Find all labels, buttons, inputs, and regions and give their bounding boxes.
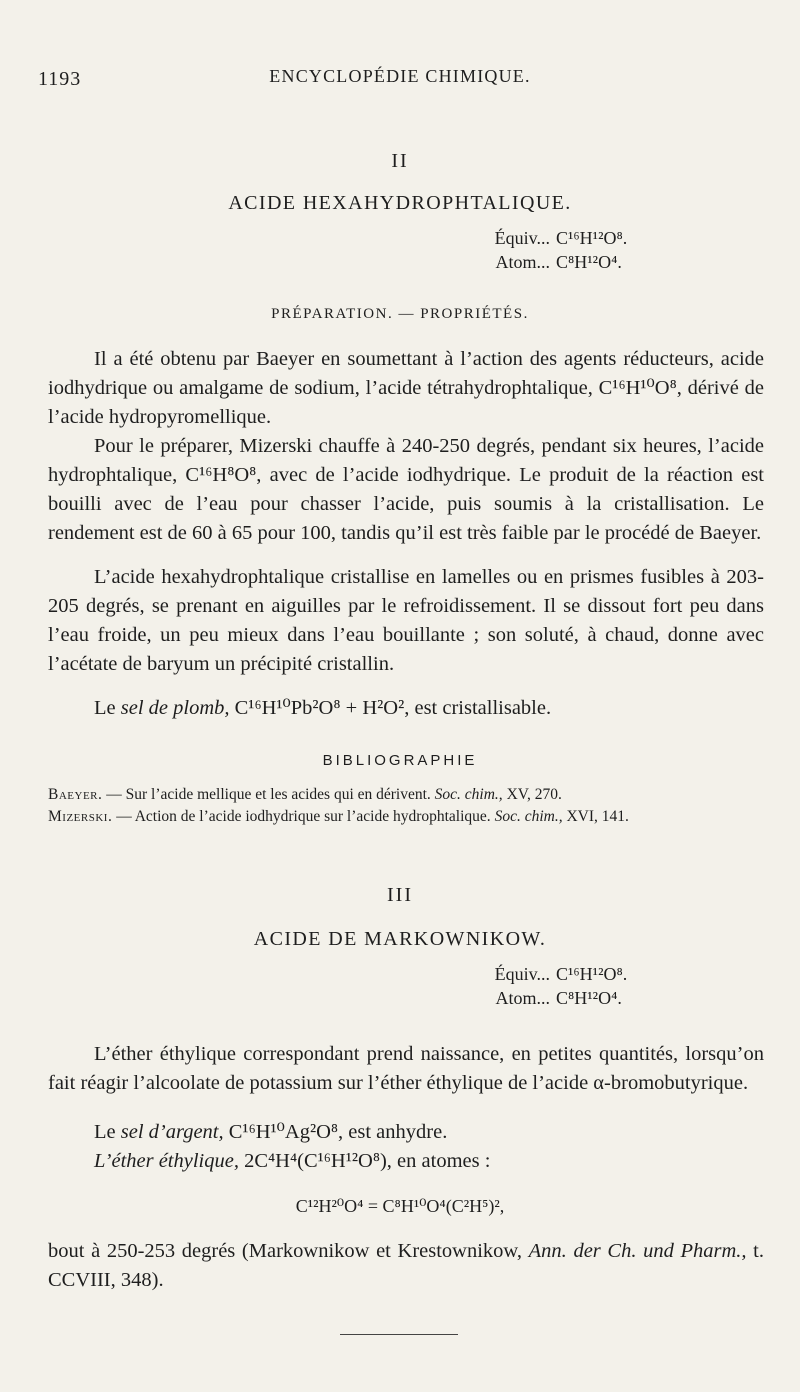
equiv-value: C¹⁶H¹²O⁸. — [556, 964, 628, 984]
atom-label: Atom... — [495, 252, 550, 272]
bib-ref: XVI, 141. — [562, 808, 629, 825]
italic-term: L’éther éthylique, — [94, 1150, 239, 1172]
paragraph — [48, 1237, 764, 1295]
bibliography-item — [48, 784, 764, 806]
atom-label: Atom... — [495, 988, 550, 1008]
bib-text: — Sur l’acide mellique et les acides qui en dérivent. — [102, 786, 435, 803]
text-span: Le — [94, 697, 121, 719]
bibliography-list — [48, 784, 764, 828]
text-span: t. CCVIII, 348). — [48, 1240, 764, 1291]
text-span: C¹⁶H¹⁰Ag²O⁸, est anhydre. — [223, 1121, 448, 1143]
running-title: ENCYCLOPÉDIE CHIMIQUE. — [269, 66, 531, 86]
paragraph-text: L’éther éthylique correspondant prend naissance, en petites quantités, lorsqu’on fait réagir l’alcoolate de potassium sur l’éther éthylique de l’acide α-bromobutyrique. — [48, 1043, 764, 1094]
paragraph-text — [48, 694, 764, 723]
text-span: bout à 250-253 degrés (Markownikow et Krestownikow, — [48, 1240, 529, 1262]
italic-term: sel d’argent, — [120, 1121, 224, 1143]
paragraph — [48, 345, 764, 432]
subheading-preparation: PRÉPARATION. — PROPRIÉTÉS. — [271, 306, 529, 322]
bib-journal: Soc. chim., — [494, 808, 563, 825]
italic-reference: Ann. der Ch. und Pharm., — [528, 1240, 747, 1262]
paragraph-text: Il a été obtenu par Baeyer en soumettant à l’action des agents réducteurs, acide iodhydrique ou amalgame de sodium, l’acide tétrahydrophtalique, C¹⁶H¹⁰O⁸, dérivé de l’acide hydropyromellique. — [48, 348, 764, 428]
paragraph — [48, 1118, 764, 1147]
bibliography-item — [48, 806, 764, 828]
bib-author: Baeyer. — [48, 786, 103, 803]
section-number-ii: II — [391, 150, 409, 172]
equiv-label: Équiv... — [494, 964, 550, 984]
paragraph-text — [48, 1147, 764, 1176]
text-span: C¹⁶H¹⁰Pb²O⁸ + H²O², est cristallisable. — [229, 697, 552, 719]
closing-rule — [340, 1334, 458, 1335]
bib-journal: Soc. chim., — [434, 786, 503, 803]
atom-value: C⁸H¹²O⁴. — [556, 252, 622, 272]
paragraph — [48, 1040, 764, 1098]
section-title-markownikow: ACIDE DE MARKOWNIKOW. — [253, 928, 547, 950]
paragraph-text: Pour le préparer, Mizerski chauffe à 240-250 degrés, pendant six heures, l’acide hydrophtalique, C¹⁶H⁸O⁸, avec de l’acide iodhydrique. Le produit de la réaction est bouilli avec de l’eau pour chasser l’acide, puis soumis à la cristallisation. Le rendement est de 60 à 65 pour 100, tandis qu’il est très faible par le procédé de Baeyer. — [48, 435, 764, 544]
bib-ref: XV, 270. — [502, 786, 562, 803]
paragraph-text: L’acide hexahydrophtalique cristallise en lamelles ou en prismes fusibles à 203-205 degrés, se prenant en aiguilles par le refroidissement. Il se dissout fort peu dans l’eau froide, un peu mieux dans l’eau bouillante ; son soluté, à chaud, donne avec l’acétate de baryum un précipité cristallin. — [48, 566, 764, 675]
atom-value: C⁸H¹²O⁴. — [556, 988, 622, 1008]
section-number-iii: III — [387, 884, 413, 906]
equiv-value: C¹⁶H¹²O⁸. — [556, 228, 628, 248]
text-span: Le — [94, 1121, 121, 1143]
paragraph — [48, 432, 764, 548]
paragraph-text — [48, 1118, 764, 1147]
bib-author: Mizerski. — [48, 808, 113, 825]
formula-block-ii — [470, 228, 627, 276]
section-title-hexahydrophtalique: ACIDE HEXAHYDROPHTALIQUE. — [228, 192, 572, 214]
page-header — [0, 62, 800, 90]
page-number: 1193 — [38, 68, 82, 90]
chemical-equation: C¹²H²⁰O⁴ = C⁸H¹⁰O⁴(C²H⁵)², — [295, 1196, 505, 1216]
paragraph — [48, 1147, 764, 1176]
formula-block-iii — [470, 964, 627, 1012]
bib-text: — Action de l’acide iodhydrique sur l’acide hydrophtalique. — [112, 808, 495, 825]
equiv-label: Équiv... — [494, 228, 550, 248]
text-span: 2C⁴H⁴(C¹⁶H¹²O⁸), en atomes : — [238, 1150, 491, 1172]
paragraph — [48, 694, 764, 723]
bibliography-heading: BIBLIOGRAPHIE — [322, 752, 478, 769]
italic-term: sel de plomb, — [120, 697, 230, 719]
paragraph — [48, 563, 764, 679]
paragraph-text — [48, 1237, 764, 1295]
